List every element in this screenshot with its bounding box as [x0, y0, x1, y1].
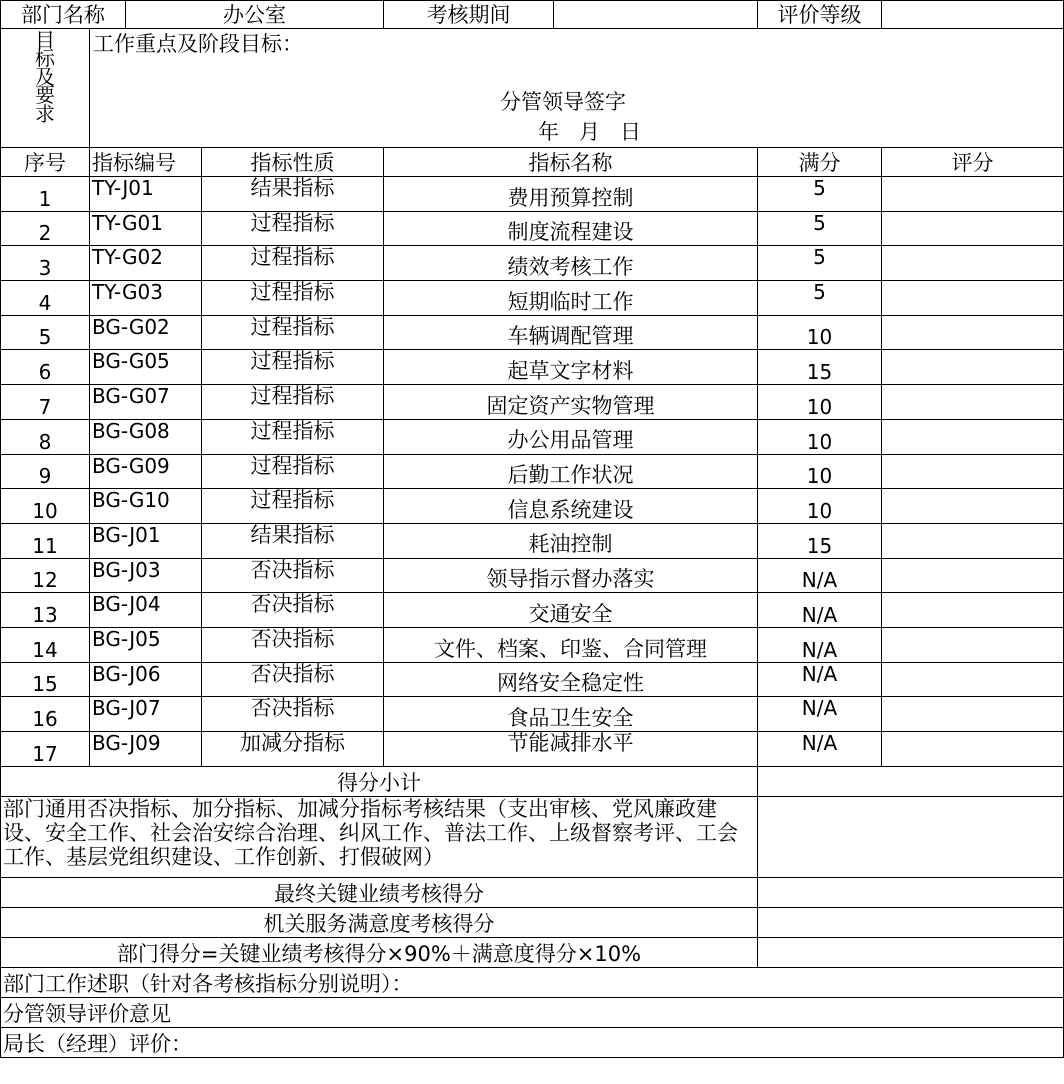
row-code: TY-G01	[90, 211, 202, 246]
row-code: TY-G02	[90, 246, 202, 281]
row-seq: 8	[1, 419, 90, 454]
row-code: BG-J04	[90, 593, 202, 628]
row-name: 节能减排水平	[384, 732, 758, 767]
grade-label: 评价等级	[758, 1, 882, 29]
row-name: 交通安全	[384, 593, 758, 628]
row-full: N/A	[758, 732, 882, 767]
table-row	[1, 211, 1064, 246]
row-seq: 13	[1, 593, 90, 628]
row-seq: 14	[1, 627, 90, 662]
table-row	[1, 385, 1064, 420]
table-row	[1, 489, 1064, 524]
row-seq: 2	[1, 211, 90, 246]
work-report[interactable]: 部门工作述职（针对各考核指标分别说明）：	[1, 967, 1064, 997]
row-seq: 11	[1, 523, 90, 558]
row-nature: 否决指标	[202, 627, 384, 662]
row-name: 车辆调配管理	[384, 315, 758, 350]
row-full: 5	[758, 281, 882, 316]
row-code: BG-J03	[90, 558, 202, 593]
leader-opinion-row	[1, 997, 1064, 1027]
formula-row	[1, 937, 1064, 967]
row-code: BG-J09	[90, 732, 202, 767]
row-nature: 过程指标	[202, 385, 384, 420]
row-seq: 17	[1, 732, 90, 767]
table-row	[1, 558, 1064, 593]
row-name: 制度流程建设	[384, 211, 758, 246]
row-score[interactable]	[882, 281, 1064, 316]
table-row	[1, 662, 1064, 697]
row-score[interactable]	[882, 211, 1064, 246]
row-seq: 4	[1, 281, 90, 316]
row-name: 固定资产实物管理	[384, 385, 758, 420]
row-seq: 12	[1, 558, 90, 593]
row-score[interactable]	[882, 315, 1064, 350]
row-name: 文件、档案、印鉴、合同管理	[384, 627, 758, 662]
row-score[interactable]	[882, 558, 1064, 593]
row-nature: 过程指标	[202, 454, 384, 489]
row-name: 耗油控制	[384, 523, 758, 558]
satisfaction-row	[1, 907, 1064, 937]
goals-row	[1, 29, 1064, 148]
row-code: TY-G03	[90, 281, 202, 316]
row-full: 10	[758, 315, 882, 350]
col-code: 指标编号	[90, 148, 202, 177]
table-row	[1, 315, 1064, 350]
row-code: BG-G05	[90, 350, 202, 385]
leader-opinion[interactable]: 分管领导评价意见	[1, 997, 1064, 1027]
row-nature: 否决指标	[202, 558, 384, 593]
table-row	[1, 419, 1064, 454]
row-code: TY-J01	[90, 177, 202, 212]
row-full: 10	[758, 489, 882, 524]
row-code: BG-G09	[90, 454, 202, 489]
row-full: 15	[758, 350, 882, 385]
row-full: 10	[758, 419, 882, 454]
table-row	[1, 246, 1064, 281]
row-seq: 7	[1, 385, 90, 420]
satisfaction-label: 机关服务满意度考核得分	[1, 907, 758, 937]
dept-label: 部门名称	[1, 1, 126, 29]
row-full: N/A	[758, 558, 882, 593]
row-full: 10	[758, 385, 882, 420]
row-name: 网络安全稳定性	[384, 662, 758, 697]
row-code: BG-J07	[90, 697, 202, 732]
director-eval-row	[1, 1027, 1064, 1057]
row-full: 5	[758, 177, 882, 212]
final-kpi-value[interactable]	[758, 877, 1064, 907]
row-name: 费用预算控制	[384, 177, 758, 212]
subtotal-row	[1, 766, 1064, 796]
row-name: 绩效考核工作	[384, 246, 758, 281]
formula-value[interactable]	[758, 937, 1064, 967]
row-nature: 否决指标	[202, 697, 384, 732]
header-row	[1, 1, 1064, 29]
column-header-row	[1, 148, 1064, 177]
row-nature: 过程指标	[202, 489, 384, 524]
row-nature: 过程指标	[202, 281, 384, 316]
row-name: 短期临时工作	[384, 281, 758, 316]
row-nature: 过程指标	[202, 246, 384, 281]
row-score[interactable]	[882, 697, 1064, 732]
satisfaction-value[interactable]	[758, 907, 1064, 937]
director-eval[interactable]: 局长（经理）评价：	[1, 1027, 1064, 1057]
row-score[interactable]	[882, 350, 1064, 385]
row-seq: 9	[1, 454, 90, 489]
subtotal-value[interactable]	[758, 766, 1064, 796]
row-seq: 6	[1, 350, 90, 385]
general-result-label: 部门通用否决指标、加分指标、加减分指标考核结果（支出审核、党风廉政建设、安全工作、社会治安综合治理、纠风工作、普法工作、上级督察考评、工会工作、基层党组织建设、工作创新、打假破网）	[1, 796, 758, 877]
date-label: 年 月 日	[538, 120, 642, 144]
row-nature: 结果指标	[202, 177, 384, 212]
row-nature: 过程指标	[202, 350, 384, 385]
row-full: N/A	[758, 662, 882, 697]
row-score[interactable]	[882, 246, 1064, 281]
goals-title: 工作重点及阶段目标：	[93, 32, 303, 56]
row-nature: 过程指标	[202, 419, 384, 454]
final-kpi-label: 最终关键业绩考核得分	[1, 877, 758, 907]
row-score[interactable]	[882, 454, 1064, 489]
row-full: 5	[758, 246, 882, 281]
row-name: 领导指示督办落实	[384, 558, 758, 593]
row-seq: 16	[1, 697, 90, 732]
leader-signature-label: 分管领导签字	[500, 90, 626, 114]
row-score[interactable]	[882, 419, 1064, 454]
row-seq: 1	[1, 177, 90, 212]
table-row	[1, 350, 1064, 385]
table-row	[1, 177, 1064, 212]
row-seq: 5	[1, 315, 90, 350]
row-full: N/A	[758, 697, 882, 732]
report-row	[1, 967, 1064, 997]
table-row	[1, 697, 1064, 732]
period-label: 考核期间	[384, 1, 554, 29]
col-full: 满分	[758, 148, 882, 177]
general-result-row	[1, 796, 1064, 877]
table-row	[1, 523, 1064, 558]
general-result-value[interactable]	[758, 796, 1064, 877]
row-score[interactable]	[882, 489, 1064, 524]
col-nature: 指标性质	[202, 148, 384, 177]
row-seq: 15	[1, 662, 90, 697]
final-kpi-row	[1, 877, 1064, 907]
row-code: BG-J06	[90, 662, 202, 697]
row-name: 起草文字材料	[384, 350, 758, 385]
row-full: N/A	[758, 627, 882, 662]
col-score: 评分	[882, 148, 1064, 177]
table-row	[1, 627, 1064, 662]
row-code: BG-J01	[90, 523, 202, 558]
row-score[interactable]	[882, 662, 1064, 697]
row-code: BG-G10	[90, 489, 202, 524]
table-row	[1, 281, 1064, 316]
row-nature: 否决指标	[202, 593, 384, 628]
row-score[interactable]	[882, 593, 1064, 628]
row-score[interactable]	[882, 627, 1064, 662]
col-name: 指标名称	[384, 148, 758, 177]
table-row	[1, 732, 1064, 767]
table-row	[1, 593, 1064, 628]
goals-area[interactable]	[90, 29, 1064, 148]
row-seq: 10	[1, 489, 90, 524]
row-full: 10	[758, 454, 882, 489]
row-nature: 加减分指标	[202, 732, 384, 767]
row-name: 食品卫生安全	[384, 697, 758, 732]
col-seq: 序号	[1, 148, 90, 177]
row-code: BG-J05	[90, 627, 202, 662]
row-nature: 否决指标	[202, 662, 384, 697]
row-seq: 3	[1, 246, 90, 281]
row-code: BG-G08	[90, 419, 202, 454]
row-nature: 结果指标	[202, 523, 384, 558]
period-value[interactable]	[554, 1, 758, 29]
row-full: 5	[758, 211, 882, 246]
formula-label: 部门得分=关键业绩考核得分×90%＋满意度得分×10%	[1, 937, 758, 967]
row-score[interactable]	[882, 523, 1064, 558]
row-nature: 过程指标	[202, 211, 384, 246]
row-score[interactable]	[882, 385, 1064, 420]
row-nature: 过程指标	[202, 315, 384, 350]
row-full: N/A	[758, 593, 882, 628]
row-name: 后勤工作状况	[384, 454, 758, 489]
table-row	[1, 454, 1064, 489]
row-full: 15	[758, 523, 882, 558]
row-name: 信息系统建设	[384, 489, 758, 524]
row-name: 办公用品管理	[384, 419, 758, 454]
dept-value[interactable]: 办公室	[126, 1, 384, 29]
subtotal-label: 得分小计	[1, 766, 758, 796]
row-code: BG-G02	[90, 315, 202, 350]
row-code: BG-G07	[90, 385, 202, 420]
row-score[interactable]	[882, 177, 1064, 212]
grade-value[interactable]	[882, 1, 1064, 29]
row-score[interactable]	[882, 732, 1064, 767]
goals-side-label: 目 标 及 要 求	[1, 29, 90, 148]
